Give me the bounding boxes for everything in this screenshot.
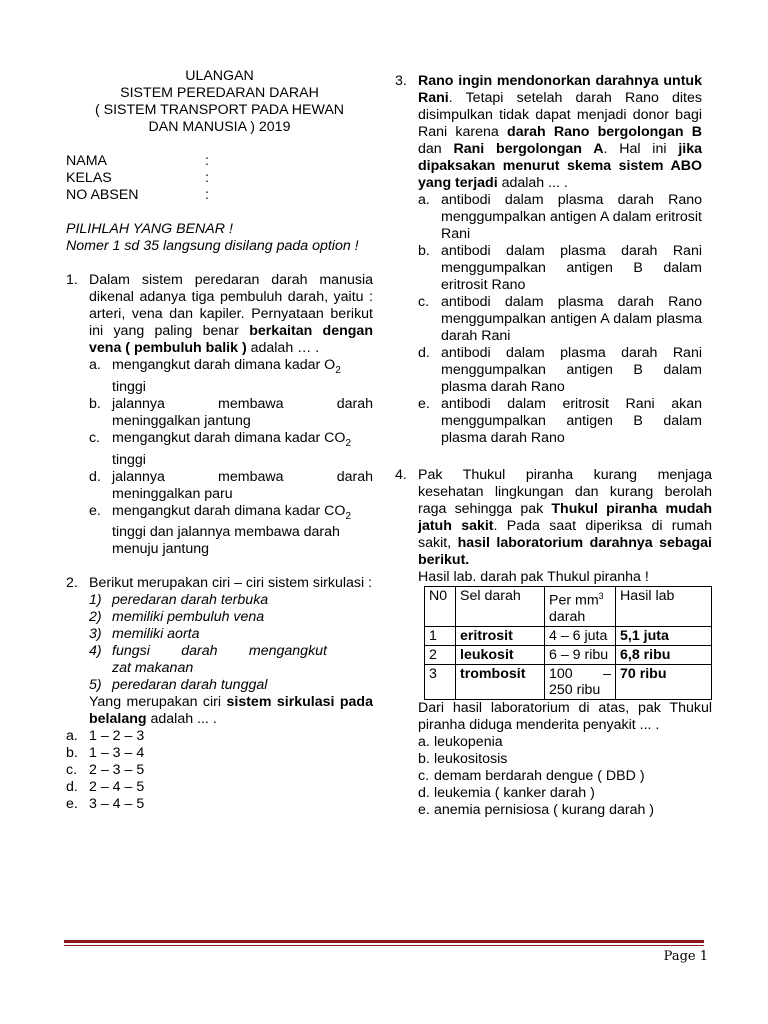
option-a[interactable]: a. mengangkut darah dimana kadar $O_2$ tinggi (89, 357, 341, 395)
question-3 (395, 73, 702, 447)
cell-range: 6 – 9 ribu (545, 645, 616, 664)
cell-result: 5,1 juta (616, 626, 712, 645)
question-number: 3. (395, 73, 407, 89)
question-ask: Yang merupakan ciri sistem sirkulasi pada belalang adalah ... . (89, 694, 373, 728)
cell-result: 70 ribu (616, 664, 712, 699)
question-1 (66, 272, 373, 558)
option-e[interactable]: e. 3 – 4 – 5 (66, 796, 145, 813)
identity-label: KELAS (66, 170, 112, 186)
table-header-row (425, 587, 712, 627)
option-c[interactable]: c. antibodi dalam plasma darah Rano menggumpalkan antigen A dalam plasma darah Rani (418, 294, 702, 344)
option-d[interactable]: d. 2 – 4 – 5 (66, 779, 145, 796)
option-a[interactable]: a. 1 – 2 – 3 (66, 728, 145, 745)
table-row (425, 664, 712, 699)
title-line: ULANGAN (185, 68, 254, 84)
identity-row-nama (66, 153, 373, 170)
instructions (66, 221, 373, 255)
option-b[interactable]: b. 1 – 3 – 4 (66, 745, 145, 762)
option-a[interactable]: a. antibodi dalam plasma darah Rano menggumpalkan antigen A dalam eritrosit Rani (418, 192, 702, 242)
list-item: 3) memiliki aorta (89, 626, 200, 643)
header-cell: Per $mm^3$ darah (545, 587, 616, 627)
cell-result: 6,8 ribu (616, 645, 712, 664)
table-row (425, 645, 712, 664)
question-4 (395, 467, 713, 819)
title-line: DAN MANUSIA ) 2019 (148, 119, 291, 135)
question-number: 2. (66, 575, 78, 592)
option-d[interactable]: d. antibodi dalam plasma darah Rani menggumpalkan antigen B dalam plasma darah Rano (418, 345, 702, 395)
right-column (395, 73, 713, 819)
header-cell: Hasil lab (616, 587, 712, 627)
table-caption: Hasil lab. darah pak Thukul piranha ! (418, 569, 649, 585)
cell-no: 1 (425, 626, 456, 645)
cell-no: 2 (425, 645, 456, 664)
footer-divider (64, 940, 704, 943)
cell-no: 3 (425, 664, 456, 699)
identity-label: NO ABSEN (66, 187, 139, 203)
list-item: 2) memiliki pembuluh vena (89, 609, 265, 626)
option-e[interactable]: e. antibodi dalam eritrosit Rani akan menggumpalkan antigen B dalam plasma darah Rano (418, 396, 702, 446)
option-d[interactable]: d. leukemia ( kanker darah ) (418, 784, 595, 801)
cell-range: 100 – 250 ribu (545, 664, 616, 699)
identity-row-kelas (66, 170, 373, 187)
option-e[interactable]: e. mengangkut darah dimana kadar $CO_2$ tinggi dan jalannya membawa darah menuju jantung (89, 502, 352, 558)
identity-label: NAMA (66, 153, 107, 169)
option-e[interactable]: e. anemia pernisiosa ( kurang darah ) (418, 801, 655, 818)
exam-title (66, 68, 373, 136)
identity-block (66, 153, 373, 204)
identity-colon: : (205, 153, 209, 169)
header-cell: Sel darah (456, 587, 545, 627)
option-c[interactable]: c. 2 – 3 – 5 (66, 762, 145, 779)
page-number: Page 1 (663, 949, 708, 964)
option-b[interactable]: b. leukositosis (418, 750, 508, 767)
question-ask: Dari hasil laboratorium di atas, pak Thukul piranha diduga menderita penyakit ... . (418, 699, 712, 733)
question-text: Dalam sistem peredaran darah manusia dikenal adanya tiga pembuluh darah, yaitu : arteri, vena dan kapiler. Pernyataan berikut ini yang paling benar berkaitan dengan vena ( pembuluh balik ) adalah … . (89, 272, 373, 356)
title-line: ( SISTEM TRANSPORT PADA HEWAN (94, 102, 345, 118)
option-c[interactable]: c. mengangkut darah dimana kadar $CO_2$ tinggi (89, 429, 352, 468)
cell-type: leukosit (456, 645, 545, 664)
option-d[interactable]: d. jalannya membawa darah meninggalkan paru (89, 468, 373, 502)
list-item: 5) peredaran darah tunggal (89, 677, 268, 694)
option-b[interactable]: b. antibodi dalam plasma darah Rani menggumpalkan antigen B dalam eritrosit Rano (418, 243, 702, 293)
list-item: 4) fungsi darah mengangkut zat makanan (89, 643, 327, 677)
question-number: 4. (395, 467, 407, 483)
option-c[interactable]: c. demam berdarah dengue ( DBD ) (418, 767, 645, 784)
instruction-line: Nomer 1 sd 35 langsung disilang pada option ! (66, 238, 359, 254)
identity-colon: : (205, 170, 209, 186)
cell-type: trombosit (456, 664, 545, 699)
identity-colon: : (205, 187, 209, 203)
instruction-line: PILIHLAH YANG BENAR ! (66, 221, 233, 237)
lab-results-table (424, 586, 712, 700)
question-2 (66, 575, 373, 813)
question-text: Berikut merupakan ciri – ciri sistem sirkulasi : (89, 575, 373, 592)
question-text: Rano ingin mendonorkan darahnya untuk Rani. Tetapi setelah darah Rano dites disimpulkan tidak dapat menjadi donor bagi Rani karena darah Rano bergolongan B dan Rani bergolongan A. Hal ini jika dipaksakan menurut skema sistem ABO yang terjadi adalah ... . (418, 73, 702, 191)
title-line: SISTEM PEREDARAN DARAH (120, 85, 319, 101)
list-item: 1) peredaran darah terbuka (89, 592, 269, 609)
option-b[interactable]: b. jalannya membawa darah meninggalkan jantung (89, 395, 373, 429)
left-column (66, 68, 373, 813)
identity-row-absen (66, 187, 373, 204)
cell-range: 4 – 6 juta (545, 626, 616, 645)
table-row (425, 626, 712, 645)
option-a[interactable]: a. leukopenia (418, 733, 503, 750)
footer-divider-thin (64, 945, 704, 946)
cell-type: eritrosit (456, 626, 545, 645)
header-cell: N0 (425, 587, 456, 627)
question-number: 1. (66, 272, 78, 288)
question-text: Pak Thukul piranha kurang menjaga kesehatan lingkungan dan kurang berolah raga sehingga pak Thukul piranha mudah jatuh sakit. Pada saat diperiksa di rumah sakit, hasil laboratorium darahnya sebagai berikut. (418, 467, 713, 568)
